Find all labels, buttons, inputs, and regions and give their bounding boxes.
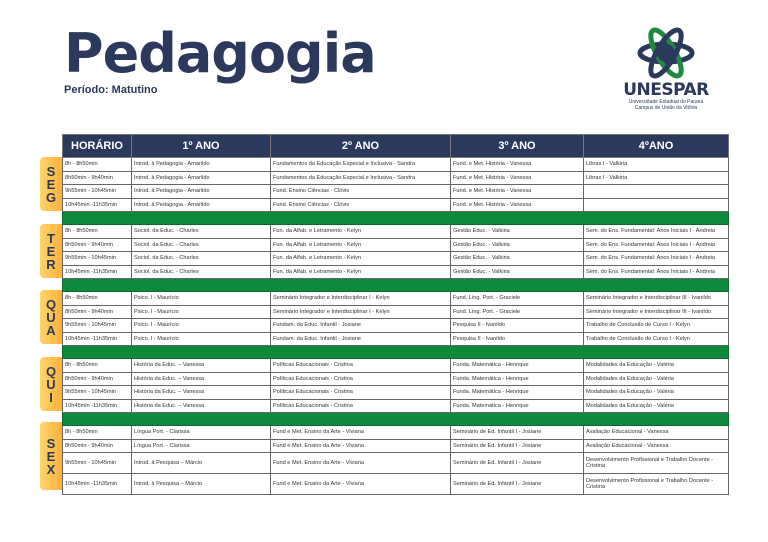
class-cell: Introd. à Pedagogia - Amarildo [132,185,271,199]
separator-band [63,212,729,225]
separator-band [63,413,729,426]
logo-line1: Universidade Estadual do Paraná [628,99,704,105]
class-cell: Políticas Educacionais - Cristina [271,399,451,413]
class-cell: Sociol. da Educ. - Charles [132,252,271,266]
class-cell: Fund. e Met. História - Vanessa [451,185,584,199]
class-cell: Fund. Ensino Ciências - Clóvis [271,185,451,199]
class-cell: Trabalho de Conclusão de Curso I - Kelyn [584,319,729,333]
table-row [63,439,729,453]
class-cell: Seminário de Ed. Infantil I - Josiane [451,453,584,474]
class-cell: Seminário de Ed. Infantil I - Josiane [451,474,584,495]
table-row [63,185,729,199]
class-cell: Pesquisa II - Ivanildo [451,319,584,333]
class-cell: Sem. do Ens. Fundamental: Anos Iniciais I - Andreia [584,252,729,266]
class-cell: Libras I - Valkiria [584,158,729,172]
logo-name: UNESPAR [623,80,709,100]
class-cell: Fun. da Alfab. e Letramento - Kelyn [271,225,451,239]
table-row [63,453,729,474]
schedule-table [62,134,729,495]
day-separator [63,346,729,359]
time-cell: 8h - 8h50min [63,292,132,306]
day-label-text: QUI [45,363,57,405]
col-header-4-ano: 4ºANO [584,135,729,158]
logo-line2: Campus de União da Vitória [634,105,698,111]
class-cell: Políticas Educacionais - Cristina [271,372,451,386]
time-cell: 8h - 8h50min [63,225,132,239]
class-cell: Fund e Met. Ensino da Arte - Viviana [271,453,451,474]
col-header-1-ano: 1º ANO [132,135,271,158]
time-cell: 8h50min - 9h40min [63,171,132,185]
class-cell: Fund e Met. Ensino da Arte - Viviana [271,474,451,495]
table-row [63,474,729,495]
class-cell: Desenvolvimento Profissional e Trabalho Docente - Cristina [584,474,729,495]
class-cell: Fund. e Met. História - Vanessa [451,198,584,212]
col-header-2-ano: 2º ANO [271,135,451,158]
col-header-3-ano: 3º ANO [451,135,584,158]
separator-band [63,279,729,292]
class-cell: Sociol. da Educ. - Charles [132,225,271,239]
time-cell: 9h55min - 10h45min [63,252,132,266]
class-cell: Funda. Matemática - Henrique [451,359,584,373]
unespar-logo [620,24,712,114]
day-label-text: SEX [46,435,56,477]
period-label: Período: Matutino [64,84,158,96]
table-row [63,305,729,319]
class-cell [584,185,729,199]
time-cell: 10h45min -11h35min [63,265,132,279]
class-cell: Políticas Educacionais - Cristina [271,386,451,400]
class-cell: Gestão Educ. - Valkiria [451,265,584,279]
class-cell: Fund. Ensino Ciências - Clóvis [271,198,451,212]
class-cell: Modalidades da Educação - Valéria [584,386,729,400]
class-cell: História da Educ. – Vanessa [132,359,271,373]
day-label-text: TER [46,230,56,272]
class-cell: Fund. Ling. Port. - Graciele [451,305,584,319]
table-row [63,171,729,185]
day-label-qua [40,290,62,344]
class-cell: História da Educ. – Vanessa [132,399,271,413]
table-row [63,225,729,239]
table-row [63,386,729,400]
table-header [63,135,729,158]
class-cell: Introd. à Pedagogia - Amarildo [132,171,271,185]
table-row [63,198,729,212]
time-cell: 10h45min -11h35min [63,198,132,212]
col-header-horario: HORÁRIO [63,135,132,158]
class-cell: Seminário de Ed. Infantil I - Josiane [451,439,584,453]
class-cell: Funda. Matemática - Henrique [451,399,584,413]
time-cell: 8h - 8h50min [63,426,132,440]
time-cell: 8h - 8h50min [63,158,132,172]
class-cell: História da Educ. – Vanessa [132,372,271,386]
time-cell: 8h50min - 9h40min [63,439,132,453]
class-cell: Funda. Matemática - Henrique [451,372,584,386]
day-label-text: SEG [45,163,57,205]
class-cell: Introd. à Pedagogia - Amarildo [132,158,271,172]
time-cell: 9h55min - 10h45min [63,319,132,333]
class-cell: Introd. à Pesquisa – Márcio [132,453,271,474]
class-cell: Seminário Integrador e Interdisciplinar I - Kelyn [271,305,451,319]
class-cell: Psico. I - Maurício [132,292,271,306]
class-cell: Fund. Ling. Port. - Graciele [451,292,584,306]
class-cell: Fun. da Alfab. e Letramento - Kelyn [271,252,451,266]
table-row [63,372,729,386]
separator-band [63,346,729,359]
table-row [63,238,729,252]
table-row [63,158,729,172]
class-cell: Introd. à Pesquisa – Márcio [132,474,271,495]
class-cell: Avaliação Educacional - Vanessa [584,426,729,440]
time-cell: 9h55min - 10h45min [63,185,132,199]
class-cell: Psico. I - Maurício [132,332,271,346]
class-cell: Fundamentos da Educação Especial e Inclusiva - Sandra [271,171,451,185]
day-label-sex [40,422,62,490]
class-cell: Gestão Educ. - Valkiria [451,238,584,252]
class-cell: História da Educ. – Vanessa [132,386,271,400]
class-cell: Gestão Educ. - Valkiria [451,225,584,239]
day-separator [63,279,729,292]
time-cell: 9h55min - 10h45min [63,453,132,474]
class-cell: Sem. do Ens. Fundamental: Anos Iniciais I - Andreia [584,238,729,252]
class-cell: Fun. da Alfab. e Letramento - Kelyn [271,265,451,279]
class-cell: Fund. e Met. História - Vanessa [451,171,584,185]
class-cell: Seminário Integrador e Interdisciplinar III - Ivanildo [584,305,729,319]
class-cell: Língua Port. - Clarissa [132,439,271,453]
class-cell: Fundam. da Educ. Infantil - Josiane [271,319,451,333]
class-cell: Língua Port. - Clarissa [132,426,271,440]
class-cell: Psico. I - Maurício [132,305,271,319]
table-row [63,399,729,413]
class-cell: Seminário Integrador e Interdisciplinar III - Ivanildo [584,292,729,306]
unespar-emblem-icon [634,24,698,82]
day-label-seg [40,157,62,211]
class-cell: Fund. e Met. História - Vanessa [451,158,584,172]
time-cell: 10h45min -11h35min [63,474,132,495]
page-title: Pedagogia [64,22,376,85]
time-cell: 10h45min -11h35min [63,399,132,413]
class-cell: Sem. do Ens. Fundamental: Anos Iniciais I - Andreia [584,265,729,279]
class-cell: Psico. I - Maurício [132,319,271,333]
table-row [63,426,729,440]
time-cell: 8h50min - 9h40min [63,238,132,252]
class-cell: Sociol. da Educ. - Charles [132,238,271,252]
class-cell: Fundamentos da Educação Especial e Inclusiva - Sandra [271,158,451,172]
class-cell: Funda. Matemática - Henrique [451,386,584,400]
class-cell: Modalidades da Educação - Valéria [584,372,729,386]
time-cell: 8h - 8h50min [63,359,132,373]
class-cell: Fund e Met. Ensino da Arte - Viviana [271,439,451,453]
class-cell: Avaliação Educacional - Vanessa [584,439,729,453]
table-row [63,292,729,306]
class-cell: Introd. à Pedagogia - Amarildo [132,198,271,212]
class-cell: Fundam. da Educ. Infantil - Josiane [271,332,451,346]
time-cell: 8h50min - 9h40min [63,372,132,386]
class-cell: Pesquisa II - Ivanildo [451,332,584,346]
table-row [63,265,729,279]
day-separator [63,212,729,225]
class-cell: Desenvolvimento Profissional e Trabalho Docente - Cristina [584,453,729,474]
class-cell: Seminário Integrador e Interdisciplinar I - Kelyn [271,292,451,306]
class-cell: Modalidades da Educação - Valéria [584,399,729,413]
class-cell: Fun. da Alfab. e Letramento - Kelyn [271,238,451,252]
time-cell: 8h50min - 9h40min [63,305,132,319]
class-cell [584,198,729,212]
day-label-ter [40,224,62,278]
time-cell: 9h55min - 10h45min [63,386,132,400]
table-row [63,319,729,333]
table-row [63,332,729,346]
class-cell: Políticas Educacionais - Cristina [271,359,451,373]
table-row [63,252,729,266]
class-cell: Fund e Met. Ensino da Arte - Viviana [271,426,451,440]
class-cell: Gestão Educ. - Valkiria [451,252,584,266]
day-label-text: QUA [45,296,57,338]
table-row [63,359,729,373]
class-cell: Sem. do Ens. Fundamental: Anos Iniciais I - Andreia [584,225,729,239]
class-cell: Seminário de Ed. Infantil I - Josiane [451,426,584,440]
class-cell: Trabalho de Conclusão de Curso I - Kelyn [584,332,729,346]
day-separator [63,413,729,426]
class-cell: Libras I - Valkiria [584,171,729,185]
time-cell: 10h45min -11h35min [63,332,132,346]
class-cell: Sociol. da Educ. - Charles [132,265,271,279]
day-label-qui [40,357,62,411]
class-cell: Modalidades da Educação - Valéria [584,359,729,373]
